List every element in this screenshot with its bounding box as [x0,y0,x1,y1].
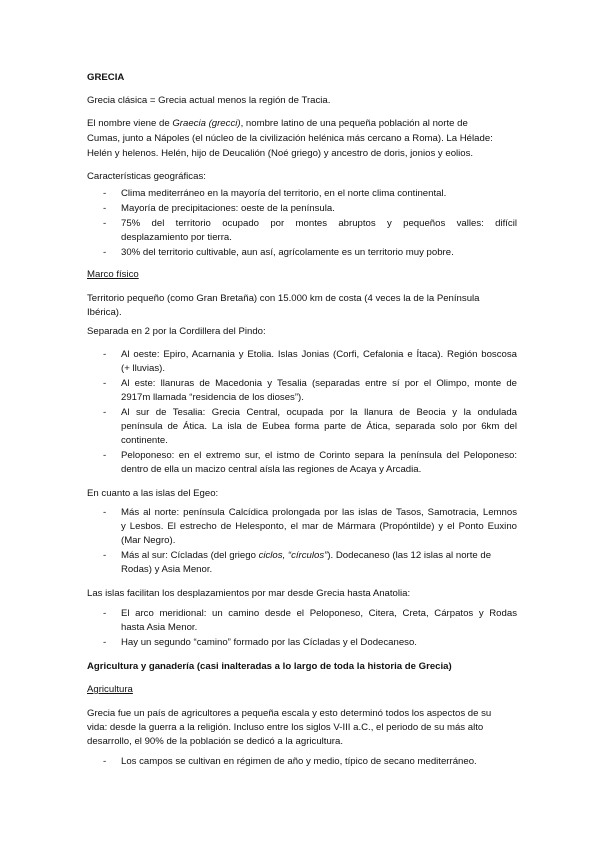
list-item-text: Los campos se cultivan en régimen de año y medio, típico de secano mediterráneo. [121,756,477,767]
origin-text: El nombre viene de [87,118,173,129]
egeo-heading: En cuanto a las islas del Egeo: [87,488,219,499]
origin-italic: Graecia (grecci) [172,118,241,129]
list-item-text: 75% del territorio ocupado por montes abruptos y pequeños valles: difícil [121,218,517,229]
subheading-agricultura: Agricultura [87,684,133,695]
list-item-text: 2917m llamada “residencia de los dioses”). [121,392,304,403]
marco-line: Territorio pequeño (como Gran Bretaña) con 15.000 km de costa (4 veces la de la Península [87,293,480,304]
list-dash: - [103,608,107,619]
list-dash: - [103,218,107,229]
origin-paragraph [87,116,515,132]
list-item-text: Hay un segundo “camino” formado por las Cícladas y el Dodecaneso. [121,637,417,648]
list-item-text: El arco meridional: un camino desde el Peloponeso, Citera, Creta, Cárpatos y Rodas [121,608,517,619]
list-item-text: hasta Asia Menor. [121,622,198,633]
list-item-text: desplazamiento por tierra. [121,232,232,243]
list-dash: - [103,247,107,258]
geo-heading: Características geográficas: [87,171,206,182]
list-item-italic: ciclos, “círculos” [258,550,328,561]
list-item-text: (+ lluvias). [121,363,165,374]
list-dash: - [103,203,107,214]
islas-heading: Las islas facilitan los desplazamientos por mar desde Grecia hasta Anatolia: [87,588,411,599]
intro-paragraph: Grecia clásica = Grecia actual menos la región de Tracia. [87,95,331,106]
origin-text: , nombre latino de una pequeña población al norte de [240,118,468,129]
list-item-text: dentro de ella un macizo central aísla las regiones de Acaya y Arcadia. [121,464,422,475]
list-dash: - [103,450,107,461]
doc-title: GRECIA [87,72,125,83]
origin-line: Helén y helenos. Helén, hijo de Deucalión (Noé griego) y ancestro de doris, jonios y eolios. [87,148,474,159]
list-item-text-part: ). Dodecaneso (las 12 islas al norte de [327,550,492,561]
section-heading-marco: Marco físico [87,269,139,280]
list-item-text: Rodas) y Asia Menor. [121,564,213,575]
list-dash: - [103,637,107,648]
list-dash: - [103,550,107,561]
marco-line: Separada en 2 por la Cordillera del Pindo: [87,326,266,337]
list-item-text: (Mar Negro). [121,535,176,546]
list-item-text: península de Ática. La isla de Eubea forma parte de Ática, separada solo por 6km del [121,421,517,432]
list-item-text: Mayoría de precipitaciones: oeste de la península. [121,203,335,214]
agri-line: Grecia fue un país de agricultores a pequeña escala y esto determinó todos los aspectos de su [87,708,492,719]
list-item-text-part: Más al sur: Cícladas (del griego [121,550,259,561]
list-item-text: y Lesbos. El estrecho de Helesponto, el mar de Mármara (Propóntilde) y el Ponto Euxino [121,521,517,532]
list-item-text: Clima mediterráneo en la mayoría del territorio, en el norte clima continental. [121,188,447,199]
agri-line: vida: desde la guerra a la religión. Incluso entre los siglos V-III a.C., el periodo de su más alto [87,722,484,733]
origin-line: Cumas, junto a Nápoles (el núcleo de la civilización helénica más cercano a Roma). La Hélade: [87,133,493,144]
list-dash: - [103,349,107,360]
list-dash: - [103,507,107,518]
list-dash: - [103,756,107,767]
list-item-text: 30% del territorio cultivable, aun así, agrícolamente es un territorio muy pobre. [121,247,454,258]
list-item-text: Al oeste: Epiro, Acarnania y Etolia. Islas Jonias (Corfi, Cefalonia e Ítaca). Región boscosa [121,349,517,360]
agri-line: desarrollo, el 90% de la población se dedicó a la agricultura. [87,736,343,747]
list-item-text: continente. [121,435,168,446]
list-dash: - [103,378,107,389]
list-item-text: Más al norte: península Calcídica prolongada por las islas de Tasos, Samotracia, Lemnos [121,507,517,518]
section-heading-agri: Agricultura y ganadería (casi inalteradas a lo largo de toda la historia de Grecia) [87,661,452,672]
list-item-text: Al sur de Tesalia: Grecia Central, ocupada por la llanura de Beocia y la ondulada [121,407,517,418]
list-dash: - [103,188,107,199]
list-item-text: Al este: llanuras de Macedonia y Tesalia (separadas entre sí por el Olimpo, monte de [121,378,517,389]
list-dash: - [103,407,107,418]
list-item-text: Peloponeso: en el extremo sur, el istmo de Corinto separa la península del Peloponeso: [121,450,517,461]
marco-line: Ibérica). [87,307,122,318]
